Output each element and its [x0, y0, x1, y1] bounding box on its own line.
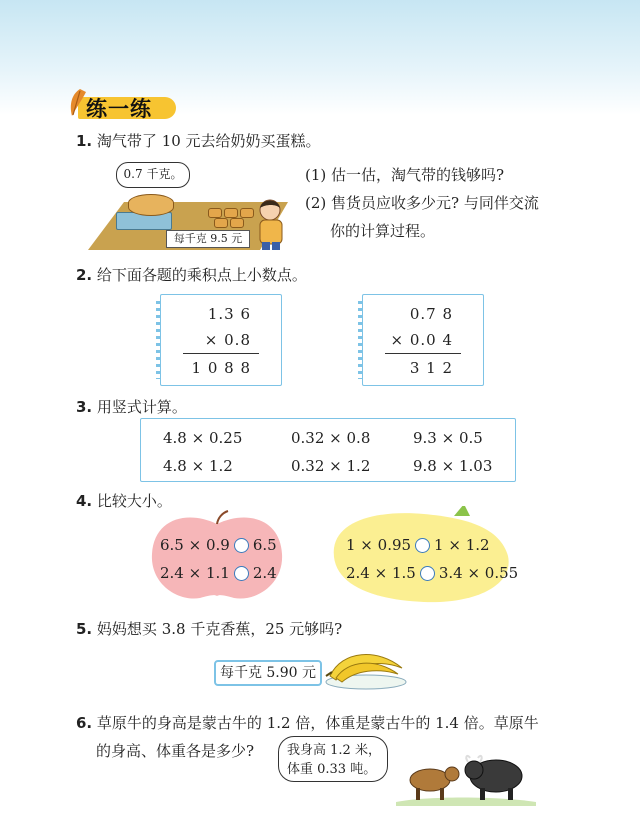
expression: 0.32 × 1.2: [291, 457, 371, 475]
compare-row: [160, 564, 277, 582]
question-2: [76, 264, 307, 285]
question-4-text: 比较大小。: [96, 492, 172, 510]
compare-left: 2.4 × 1.5: [346, 564, 416, 582]
question-5-text: 妈妈想买 3.8 千克香蕉，25 元够吗?: [96, 620, 343, 638]
cake: [128, 194, 174, 216]
compare-circle[interactable]: [415, 538, 430, 553]
compare-circle[interactable]: [234, 538, 249, 553]
question-4-number: 4.: [76, 492, 93, 510]
question-6-number: 6.: [76, 714, 93, 732]
calc-box-right: [362, 294, 484, 386]
calc-multiplier: × 0.0 4: [390, 331, 453, 349]
calc-multiplicand: 1.3 6: [207, 305, 251, 323]
question-1: [76, 130, 321, 151]
question-3-text: 用竖式计算。: [96, 398, 187, 416]
tray-cake: [208, 208, 222, 218]
cattle-icon: [396, 746, 536, 806]
bubble-line: 体重 0.33 吨。: [287, 762, 377, 777]
price-tag: 每千克 9.5 元: [166, 230, 250, 248]
expression: 4.8 × 1.2: [163, 457, 233, 475]
calc-result: 3 1 2: [409, 359, 453, 377]
compare-left: 2.4 × 1.1: [160, 564, 230, 582]
expression: 9.8 × 1.03: [413, 457, 493, 475]
calc-box-left: [160, 294, 282, 386]
tray-cake: [224, 208, 238, 218]
bubble-line: 我身高 1.2 米，: [287, 743, 381, 758]
tray-cake: [230, 218, 244, 228]
calc-multiplier: × 0.8: [204, 331, 251, 349]
compare-row: [160, 536, 277, 554]
cattle-speech-bubble: [278, 736, 388, 782]
question-6-text: 草原牛的身高是蒙古牛的 1.2 倍，体重是蒙古牛的 1.4 倍。草原牛: [96, 714, 539, 732]
question-5-number: 5.: [76, 620, 93, 638]
compare-row: [346, 564, 518, 582]
lemon-shape: [328, 506, 519, 606]
vertical-calc-box: [140, 418, 516, 482]
question-3: [76, 396, 187, 417]
calc-multiplicand: 0.7 8: [409, 305, 453, 323]
section-header: [62, 88, 192, 122]
calc-result: 1 0 8 8: [191, 359, 251, 377]
cake-shop-illustration: [88, 158, 288, 250]
question-6: [76, 712, 539, 733]
compare-left: 6.5 × 0.9: [160, 536, 230, 554]
banana-icon: [322, 646, 408, 690]
apple-shape: [148, 510, 286, 602]
question-2-number: 2.: [76, 266, 93, 284]
apple-icon: [148, 510, 286, 602]
question-1-sub-2: (2) 售货员应收多少元? 与同伴交流: [305, 194, 539, 212]
question-5: [76, 618, 342, 639]
lemon-icon: [328, 506, 514, 606]
calc-line: [385, 353, 461, 354]
section-title: 练一练: [86, 97, 152, 121]
compare-right: 1 × 1.2: [434, 536, 490, 554]
expression: 0.32 × 0.8: [291, 429, 371, 447]
question-1-number: 1.: [76, 132, 93, 150]
boy-icon: [248, 196, 288, 250]
expression: 9.3 × 0.5: [413, 429, 483, 447]
banana-price-tag: 每千克 5.90 元: [214, 660, 322, 686]
question-1-sub-2-cont: 你的计算过程。: [330, 222, 436, 240]
feather-icon: [66, 88, 88, 118]
question-1-text: 淘气带了 10 元去给奶奶买蛋糕。: [96, 132, 321, 150]
question-6-text-cont: 的身高、体重各是多少?: [96, 742, 255, 760]
question-2-text: 给下面各题的乘积点上小数点。: [96, 266, 307, 284]
expression: 4.8 × 0.25: [163, 429, 243, 447]
compare-right: 3.4 × 0.55: [438, 564, 519, 582]
calc-line: [183, 353, 259, 354]
question-3-number: 3.: [76, 398, 93, 416]
compare-circle[interactable]: [420, 566, 435, 581]
compare-row: [346, 536, 490, 554]
tray-cake: [214, 218, 228, 228]
compare-right: 6.5: [252, 536, 277, 554]
speech-bubble: 0.7 千克。: [116, 162, 190, 188]
question-1-sub-1: (1) 估一估，淘气带的钱够吗?: [305, 166, 505, 184]
compare-right: 2.4: [252, 564, 277, 582]
question-4: [76, 490, 172, 511]
compare-circle[interactable]: [234, 566, 249, 581]
compare-left: 1 × 0.95: [346, 536, 412, 554]
